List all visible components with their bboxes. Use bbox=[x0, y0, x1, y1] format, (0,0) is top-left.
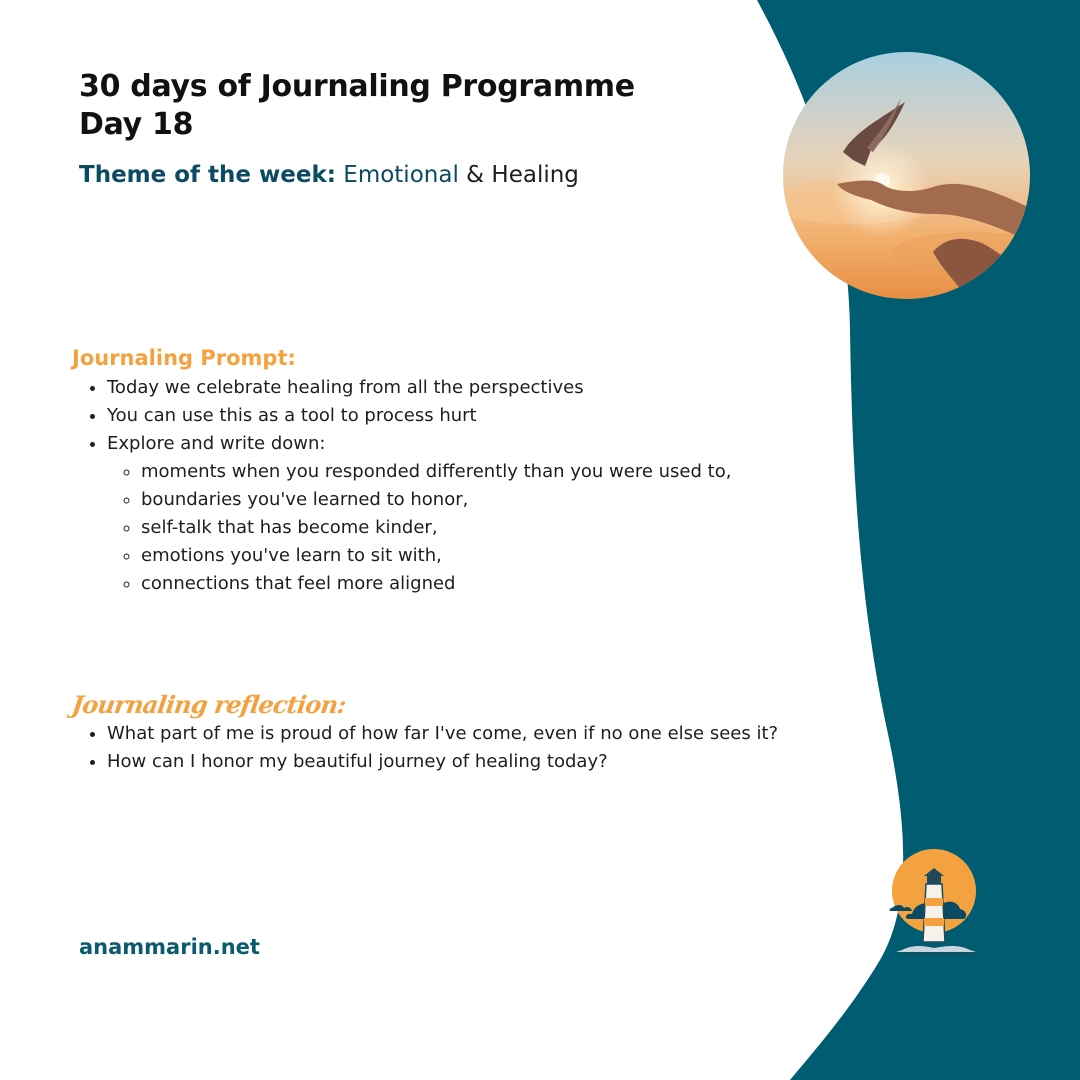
prompt-subitem: ◦ connections that feel more aligned bbox=[141, 570, 827, 598]
bird-hands-photo bbox=[783, 52, 1030, 299]
prompt-subitem: ◦ emotions you've learn to sit with, bbox=[141, 542, 827, 570]
theme-label: Theme of the week: bbox=[79, 162, 336, 188]
theme-word-emotional: Emotional bbox=[343, 162, 459, 188]
prompt-item: • Today we celebrate healing from all the perspectives bbox=[107, 374, 827, 402]
website-link[interactable]: anammarin.net bbox=[79, 935, 260, 959]
prompt-subitem: ◦ self-talk that has become kinder, bbox=[141, 514, 827, 542]
prompt-heading: Journaling Prompt: bbox=[72, 346, 296, 370]
lighthouse-logo bbox=[884, 846, 984, 966]
theme-of-week bbox=[79, 159, 579, 191]
prompt-subitem: ◦ boundaries you've learned to honor, bbox=[141, 486, 827, 514]
prompt-list bbox=[72, 374, 827, 598]
prompt-item-explore bbox=[107, 430, 827, 598]
title-line-1: 30 days of Journaling Programme bbox=[79, 69, 635, 104]
page-title bbox=[79, 68, 635, 144]
prompt-item: • You can use this as a tool to process hurt bbox=[107, 402, 827, 430]
title-line-2: Day 18 bbox=[79, 107, 194, 142]
reflection-item: • How can I honor my beautiful journey of healing today? bbox=[107, 748, 797, 776]
prompt-subitem: ◦ moments when you responded differently than you were used to, bbox=[141, 458, 827, 486]
prompt-item-label: Explore and write down: bbox=[107, 433, 326, 454]
theme-word-healing: & Healing bbox=[458, 162, 579, 188]
reflection-heading: Journaling reflection: bbox=[70, 690, 348, 719]
prompt-sublist bbox=[107, 458, 827, 598]
reflection-list bbox=[72, 720, 797, 776]
reflection-item: • What part of me is proud of how far I've come, even if no one else sees it? bbox=[107, 720, 797, 748]
